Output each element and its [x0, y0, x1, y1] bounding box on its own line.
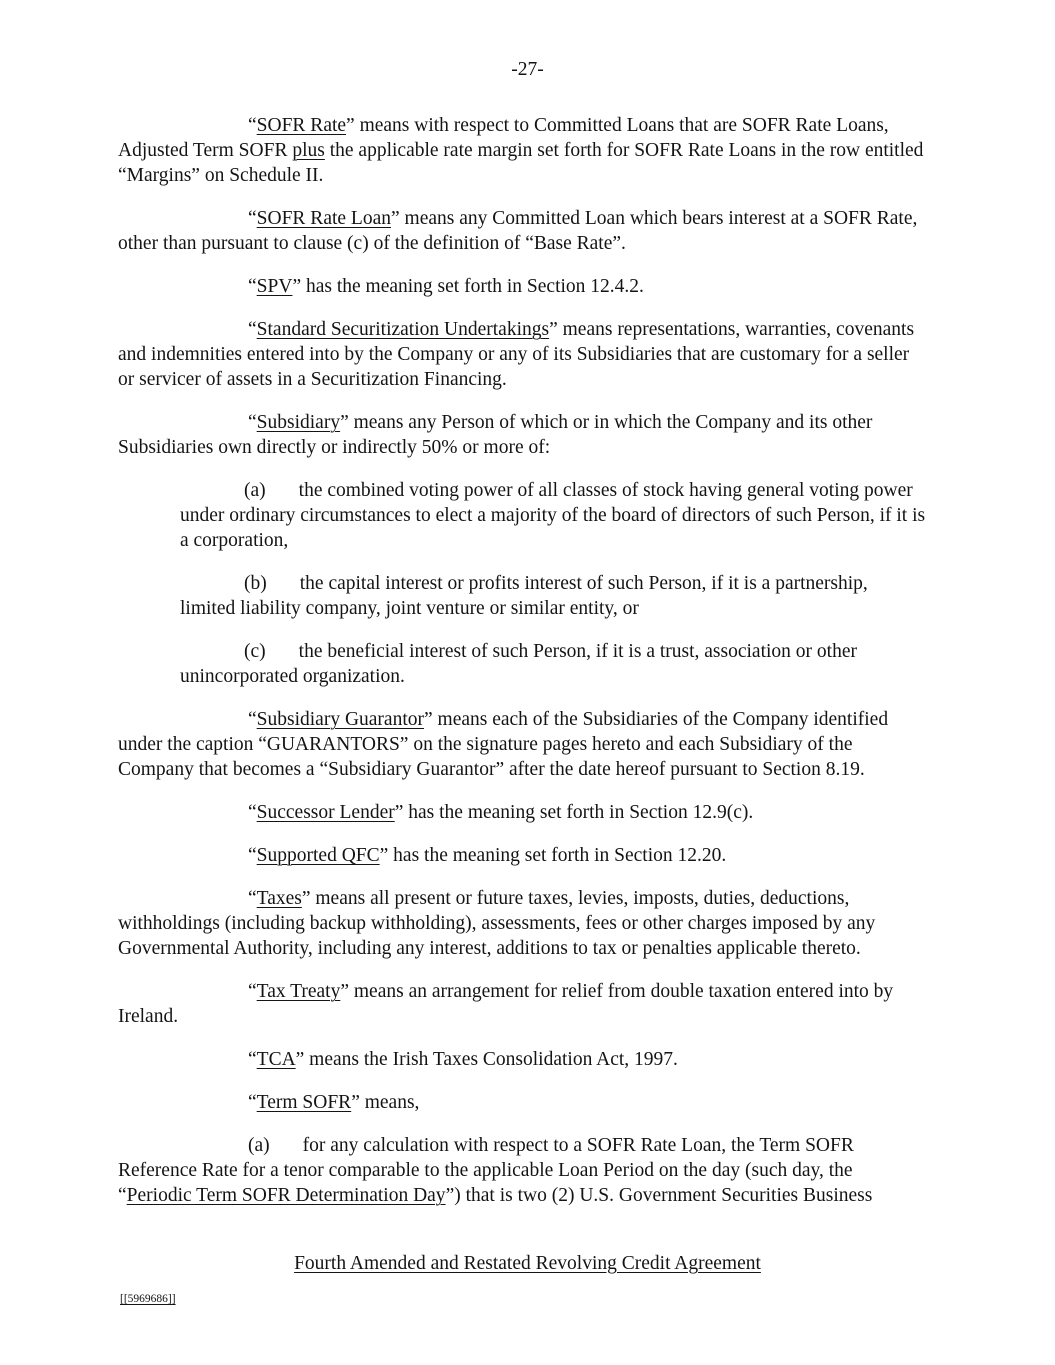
defined-term: SPV	[256, 276, 293, 297]
paragraph	[180, 639, 926, 689]
page-number: -27-	[511, 59, 544, 80]
text-run: ” means with respect to Committed Loans that are SOFR Rate Loans, Adjusted Term SOFR	[118, 115, 889, 161]
defined-term: Periodic Term SOFR Determination Day	[126, 1185, 446, 1206]
paragraph	[180, 478, 926, 553]
defined-term: Supported QFC	[256, 845, 380, 866]
paragraph	[118, 1090, 926, 1115]
text-run: ” means all present or future taxes, levies, imposts, duties, deductions, withholdings (including backup withholding), assessments, fees or other charges imposed by any Governmental Authority, including any interest, additions to tax or penalties applicable thereto.	[118, 888, 876, 959]
text-run: for any calculation with respect to a SOFR Rate Loan, the Term SOFR Reference Rate for a tenor comparable to the applicable Loan Period on the day (such day, the “	[118, 1135, 854, 1206]
paragraph	[118, 206, 926, 256]
text-run: “	[248, 709, 257, 730]
text-run: the combined voting power of all classes of stock having general voting power under ordinary circumstances to elect a majority of the board of directors of such Person, if it is a corporation,	[180, 480, 926, 551]
text-run: “	[248, 845, 257, 866]
paragraph	[118, 707, 926, 782]
defined-term: Tax Treaty	[256, 981, 341, 1002]
paragraph	[180, 571, 926, 621]
text-run: ” means representations, warranties, covenants and indemnities entered into by the Company or any of its Subsidiaries that are customary for a seller or servicer of assets in a Securitization Financing.	[118, 319, 915, 390]
defined-term: Standard Securitization Undertakings	[256, 319, 550, 340]
defined-term: Term SOFR	[256, 1092, 352, 1113]
text-run: (c)	[244, 641, 266, 662]
defined-term: plus	[292, 140, 325, 161]
text-run: “	[248, 276, 257, 297]
text-run: ” means each of the Subsidiaries of the Company identified under the caption “GUARANTORS” on the signature pages hereto and each Subsidiary of the Company that becomes a “Subsidiary Guarantor” after the date hereof pursuant to Section 8.19.	[118, 709, 889, 780]
defined-term: TCA	[256, 1049, 296, 1070]
paragraph	[118, 113, 926, 188]
text-run: ” has the meaning set forth in Section 12.9(c).	[394, 802, 754, 823]
text-run: ” means the Irish Taxes Consolidation Act, 1997.	[295, 1049, 678, 1070]
text-run: (a)	[244, 480, 266, 501]
paragraph	[118, 843, 926, 868]
document-id-stamp: [[5969686]]	[120, 1293, 176, 1305]
paragraphs	[118, 113, 926, 1208]
footer-title	[0, 1251, 1055, 1276]
text-run: “	[248, 115, 257, 136]
paragraph	[118, 317, 926, 392]
paragraph	[118, 410, 926, 460]
text-run: “	[248, 1092, 257, 1113]
text-run: “	[248, 319, 257, 340]
paragraph	[118, 1133, 926, 1208]
text-run: (b)	[244, 573, 267, 594]
text-run: “	[248, 208, 257, 229]
text-run: ” has the meaning set forth in Section 12.4.2.	[292, 276, 644, 297]
text-run: ” has the meaning set forth in Section 12.20.	[379, 845, 727, 866]
paragraph	[118, 886, 926, 961]
text-run: ” means,	[351, 1092, 420, 1113]
text-run: ”) that is two (2) U.S. Government Securities Business	[445, 1185, 873, 1206]
text-run: “	[248, 888, 257, 909]
paragraph	[118, 800, 926, 825]
text-run: “	[248, 1049, 257, 1070]
text-run: (a)	[248, 1135, 270, 1156]
text-run: the capital interest or profits interest of such Person, if it is a partnership, limited liability company, joint venture or similar entity, or	[180, 573, 868, 619]
text-run: ” means any Committed Loan which bears interest at a SOFR Rate, other than pursuant to clause (c) of the definition of “Base Rate”.	[118, 208, 918, 254]
text-run: “	[248, 412, 257, 433]
footer-title-text: Fourth Amended and Restated Revolving Credit Agreement	[294, 1253, 761, 1274]
defined-term: Taxes	[256, 888, 302, 909]
defined-term: Successor Lender	[256, 802, 395, 823]
defined-term: SOFR Rate	[256, 115, 347, 136]
defined-term: Subsidiary	[256, 412, 341, 433]
paragraph	[118, 274, 926, 299]
paragraph	[118, 1047, 926, 1072]
text-run: “	[248, 981, 257, 1002]
text-run: the beneficial interest of such Person, if it is a trust, association or other unincorporated organization.	[180, 641, 857, 687]
text-run: ” means an arrangement for relief from double taxation entered into by Ireland.	[118, 981, 894, 1027]
text-run: the applicable rate margin set forth for SOFR Rate Loans in the row entitled “Margins” on Schedule II.	[118, 140, 924, 186]
paragraph	[118, 979, 926, 1029]
defined-term: SOFR Rate Loan	[256, 208, 391, 229]
text-run: “	[248, 802, 257, 823]
defined-term: Subsidiary Guarantor	[256, 709, 424, 730]
text-run: ” means any Person of which or in which the Company and its other Subsidiaries own directly or indirectly 50% or more of:	[118, 412, 873, 458]
